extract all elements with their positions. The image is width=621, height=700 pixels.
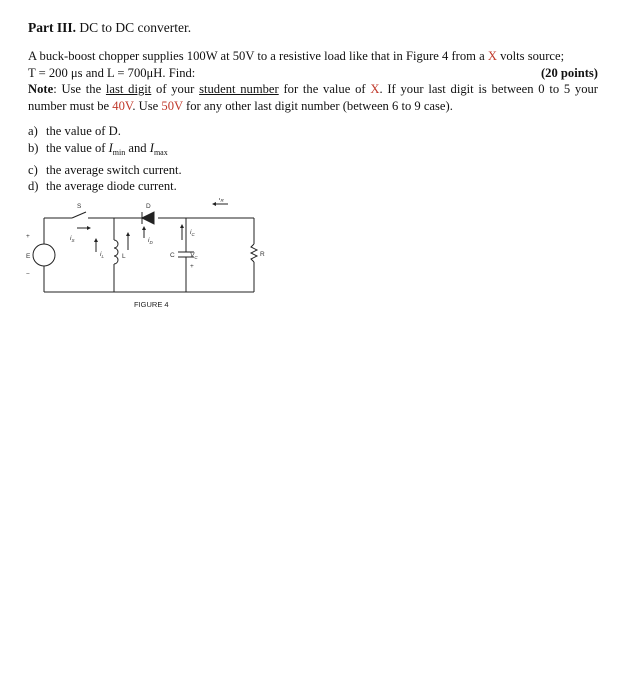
source-label: E bbox=[26, 253, 31, 260]
i-max-subscript: max bbox=[153, 147, 168, 157]
question-d bbox=[28, 178, 598, 195]
ic-label: $i_C$ bbox=[190, 229, 195, 237]
question-a bbox=[28, 123, 598, 140]
vc-label: $V_C$ bbox=[190, 252, 198, 260]
document-page bbox=[28, 20, 598, 195]
vc-plus: + bbox=[190, 263, 194, 270]
question-text: the average switch current. bbox=[46, 162, 182, 177]
points-label: (20 points) bbox=[540, 65, 598, 80]
question-b bbox=[28, 140, 598, 162]
id-label: $i_D$ bbox=[148, 237, 153, 245]
i-min-symbol: I bbox=[108, 140, 113, 155]
note-text-5: . Use bbox=[132, 98, 162, 113]
problem-statement bbox=[28, 48, 598, 65]
note-variable-x: X bbox=[370, 82, 380, 97]
problem-text-2: volts source; bbox=[496, 49, 565, 63]
note-text-4: . If your last digit is between 0 to 5 your number must be bbox=[28, 82, 599, 113]
ir-label: $i_R$ bbox=[219, 198, 224, 203]
question-text: the value of D. bbox=[46, 124, 121, 139]
resistor-label: R bbox=[260, 251, 265, 258]
part-label: Part III. bbox=[28, 20, 76, 35]
note-label: Note bbox=[28, 82, 54, 97]
note-text-2: of your bbox=[151, 82, 200, 97]
switch-label: S bbox=[77, 203, 82, 210]
note-text-1: : Use the bbox=[53, 82, 106, 97]
question-list bbox=[28, 123, 598, 194]
circuit-figure bbox=[24, 198, 276, 310]
question-b-text: the value of bbox=[46, 140, 109, 155]
i-max-symbol: I bbox=[149, 140, 154, 155]
note-last-digit: last digit bbox=[105, 82, 152, 97]
variable-x: X bbox=[487, 49, 497, 63]
question-label: b) bbox=[28, 140, 39, 155]
diode-label: D bbox=[146, 203, 151, 210]
question-text: the average diode current. bbox=[46, 179, 177, 194]
note-value-50v: 50V bbox=[161, 98, 183, 113]
question-b-and: and bbox=[125, 140, 150, 155]
figure-caption: FIGURE 4 bbox=[134, 300, 169, 309]
question-text bbox=[46, 140, 168, 162]
note-student-number: student number bbox=[199, 82, 279, 97]
question-label: d) bbox=[28, 179, 39, 194]
section-title bbox=[28, 20, 598, 36]
question-label: a) bbox=[28, 124, 38, 139]
question-label: c) bbox=[28, 162, 38, 177]
question-c bbox=[28, 162, 598, 179]
note-text-3: for the value of bbox=[278, 82, 371, 97]
buck-boost-circuit-diagram bbox=[24, 198, 276, 310]
note-value-40v: 40V bbox=[112, 98, 133, 113]
part-topic: DC to DC converter. bbox=[79, 20, 192, 35]
note-paragraph bbox=[28, 81, 598, 114]
note-text-6: for any other last digit number (between 6 to 9 case). bbox=[182, 98, 453, 113]
inductor-label: L bbox=[122, 253, 126, 260]
problem-line-2 bbox=[28, 65, 598, 82]
problem-text-1: A buck-boost chopper supplies 100W at 50V to a resistive load like that in Figure 4 from a bbox=[28, 49, 488, 63]
is-label: $i_S$ bbox=[70, 235, 75, 243]
problem-given: T = 200 μs and L = 700μH. Find: bbox=[28, 65, 196, 80]
capacitor-label: C bbox=[170, 252, 175, 259]
source-minus: − bbox=[26, 271, 30, 278]
il-label: $i_L$ bbox=[100, 251, 104, 259]
i-min-subscript: min bbox=[112, 147, 126, 157]
source-plus: + bbox=[26, 233, 30, 240]
